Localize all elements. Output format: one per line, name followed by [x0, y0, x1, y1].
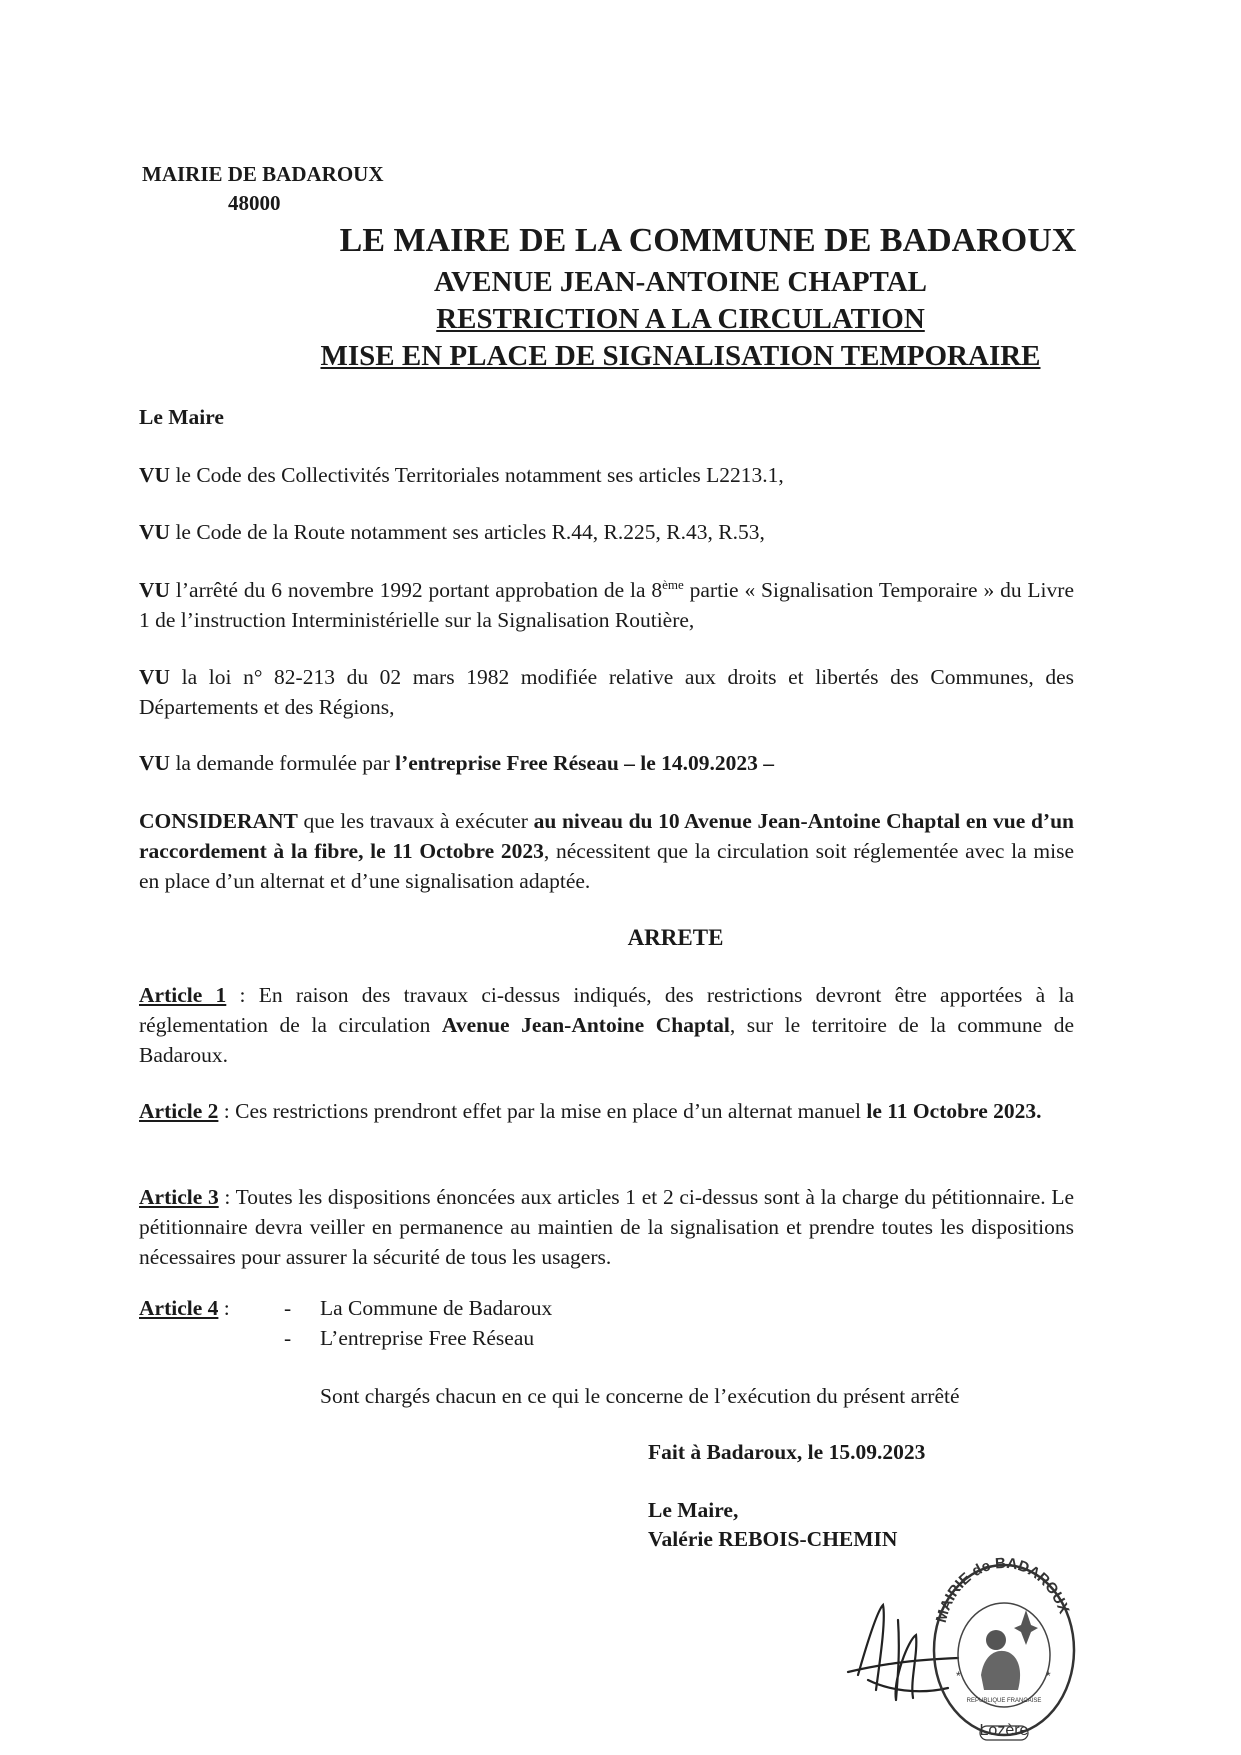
vu-label: VU	[139, 520, 171, 544]
arrete-heading: ARRETE	[627, 925, 724, 950]
signatory-name: Valérie REBOIS-CHEMIN	[648, 1527, 898, 1551]
article-text: : Ces restrictions prendront effet par la mise en place d’un alternat manuel	[218, 1099, 867, 1123]
considerant-label: CONSIDERANT	[139, 809, 298, 833]
stamp-star-icon: *	[956, 1669, 961, 1683]
article-label: Article 3	[139, 1185, 219, 1209]
stamp-top-text: MAIRIE de BADAROUX	[932, 1554, 1073, 1625]
article-3	[139, 1182, 1074, 1272]
article-label: Article 4	[139, 1296, 219, 1320]
article-label: Article 1	[139, 983, 227, 1007]
header-mairie: MAIRIE DE BADAROUX	[142, 162, 384, 186]
superscript: ème	[662, 576, 684, 592]
vu-text: le Code des Collectivités Territoriales notamment ses articles L2213.1,	[170, 463, 784, 487]
considerant-text: , nécessitent que la circulation soit réglementée avec la mise en place d’un alternat et d’une signalisation adaptée.	[139, 839, 1074, 893]
article-label: Article 2	[139, 1099, 219, 1123]
vu-paragraph-2	[139, 517, 1074, 547]
vu-text: partie « Signalisation Temporaire » du Livre 1 de l’instruction Interministérielle sur la Signalisation Routière,	[139, 578, 1074, 632]
vu-paragraph-3	[139, 575, 1074, 635]
vu-label: VU	[139, 578, 171, 602]
vu-label: VU	[139, 751, 171, 775]
vu-label: VU	[139, 463, 171, 487]
vu-text: la loi n° 82-213 du 02 mars 1982 modifiée relative aux droits et libertés des Communes, des Départements et des Régions,	[139, 665, 1074, 719]
article-text: : En raison des travaux ci-dessus indiqués, des restrictions devront être apportées à la réglementation de la circulation	[139, 983, 1074, 1037]
stamp-star-icon: *	[1046, 1669, 1051, 1683]
title-line-4: MISE EN PLACE DE SIGNALISATION TEMPORAIRE	[320, 340, 1041, 372]
vu-paragraph-1	[139, 460, 1074, 490]
signatory-role: Le Maire,	[648, 1498, 739, 1522]
article-4-label	[139, 1296, 230, 1321]
vu-paragraph-5	[139, 748, 1074, 778]
title-line-1: LE MAIRE DE LA COMMUNE DE BADAROUX	[339, 222, 1077, 259]
le-maire-heading: Le Maire	[139, 405, 224, 429]
considerant-paragraph	[139, 806, 1074, 896]
stamp-inner-text: REPUBLIQUE FRANCAISE	[966, 1698, 1042, 1704]
article-bold: le 11 Octobre 2023.	[866, 1099, 1042, 1123]
article-bold: Avenue Jean-Antoine Chaptal	[441, 1013, 730, 1037]
header-postal-code: 48000	[228, 191, 281, 215]
mairie-stamp	[926, 1540, 1081, 1745]
article-2	[139, 1096, 1074, 1126]
vu-text: le Code de la Route notamment ses articles R.44, R.225, R.43, R.53,	[170, 520, 765, 544]
vu-text: l’arrêté du 6 novembre 1992 portant approbation de la 8	[170, 578, 663, 602]
list-item-text: La Commune de Badaroux	[320, 1296, 553, 1320]
marianne-emblem-icon	[981, 1610, 1038, 1690]
fait-a-line: Fait à Badaroux, le 15.09.2023	[648, 1440, 926, 1464]
vu-bold-text: l’entreprise Free Réseau – le 14.09.2023 –	[395, 751, 775, 775]
list-dash: -	[284, 1296, 292, 1320]
charges-line: Sont chargés chacun en ce qui le concerne de l’exécution du présent arrêté	[320, 1384, 960, 1408]
considerant-bold: au niveau du 10 Avenue Jean-Antoine Chaptal en vue d’un raccordement à la fibre, le 11 Octobre 2023	[139, 809, 1074, 863]
title-line-3: RESTRICTION A LA CIRCULATION	[436, 303, 925, 335]
article-1	[139, 980, 1074, 1070]
list-dash: -	[284, 1326, 292, 1350]
article-text: , sur le territoire de la commune de Badaroux.	[139, 1013, 1074, 1067]
article-text: : Toutes les dispositions énoncées aux articles 1 et 2 ci-dessus sont à la charge du pétitionnaire. Le pétitionnaire devra veiller en permanence au maintien de la signalisation et prendre toutes les dispositions nécessaires pour assurer la sécurité de tous les usagers.	[139, 1185, 1074, 1269]
considerant-text: que les travaux à exécuter	[297, 809, 534, 833]
list-item-text: L’entreprise Free Réseau	[320, 1326, 535, 1350]
vu-paragraph-4	[139, 662, 1074, 722]
article-colon: :	[218, 1296, 230, 1320]
article-4-item-2	[284, 1326, 534, 1351]
vu-label: VU	[139, 665, 171, 689]
title-line-2: AVENUE JEAN-ANTOINE CHAPTAL	[433, 266, 928, 298]
article-4-item-1	[284, 1296, 552, 1321]
vu-text: la demande formulée par	[170, 751, 396, 775]
stamp-bottom-text: Lozère	[979, 1722, 1029, 1739]
